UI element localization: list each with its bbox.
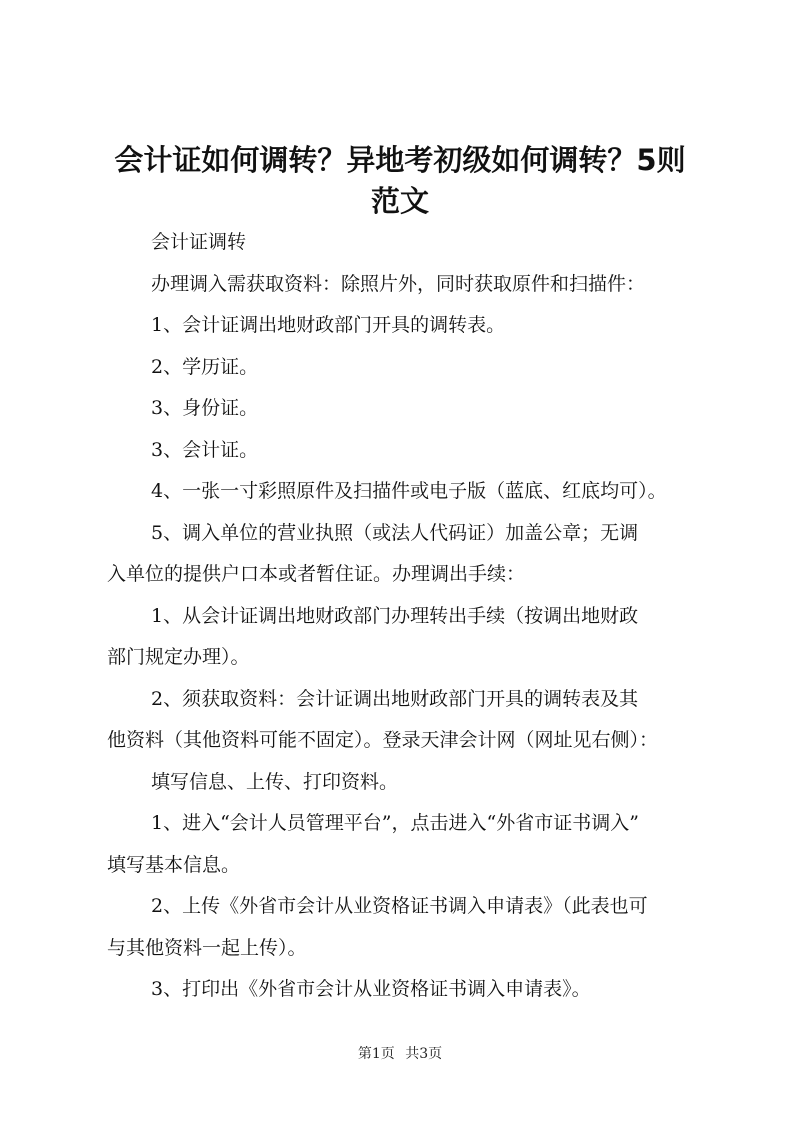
list-item: 2、上传《外省市会计从业资格证书调入申请表》（此表也可 [151,895,648,917]
paragraph: 办理调入需获取资料：除照片外，同时获取原件和扫描件： [151,272,646,295]
title-line-1: 会计证如何调转？异地考初级如何调转？5则 [114,143,686,177]
list-item: 2、须获取资料：会计证调出地财政部门开具的调转表及其 [151,687,639,710]
list-item: 3、会计证。 [151,438,259,461]
list-item-continuation: 入单位的提供户口本或者暂住证。办理调出手续： [107,563,526,585]
page-number: 第1页 [357,1046,395,1062]
list-item-continuation: 部门规定办理）。 [107,646,250,668]
paragraph: 填写信息、上传、打印资料。 [151,770,399,793]
page-footer [0,1044,800,1064]
list-item: 1、会计证调出地财政部门开具的调转表。 [151,314,506,336]
list-item-continuation: 填写基本信息。 [107,853,241,876]
document-body [107,222,727,1011]
list-item: 3、打印出《外省市会计从业资格证书调入申请表》。 [151,978,591,1000]
list-item: 5、调入单位的营业执照（或法人代码证）加盖公章；无调 [151,521,639,544]
list-item: 1、从会计证调出地财政部门办理转出手续（按调出地财政 [151,604,639,627]
document-title [100,140,700,222]
list-item: 2、学历证。 [151,355,259,378]
section-heading: 会计证调转 [151,231,247,253]
list-item-continuation: 他资料（其他资料可能不固定）。登录天津会计网（网址见右侧）： [107,729,659,751]
page-total: 共3页 [405,1046,443,1062]
list-item-continuation: 与其他资料一起上传）。 [107,936,307,959]
title-line-2: 范文 [370,184,429,218]
list-item: 4、一张一寸彩照原件及扫描件或电子版（蓝底、红底均可）。 [151,480,667,502]
list-item: 1、进入“会计人员管理平台”，点击进入“外省市证书调入” [151,812,639,834]
list-item: 3、身份证。 [151,397,259,419]
